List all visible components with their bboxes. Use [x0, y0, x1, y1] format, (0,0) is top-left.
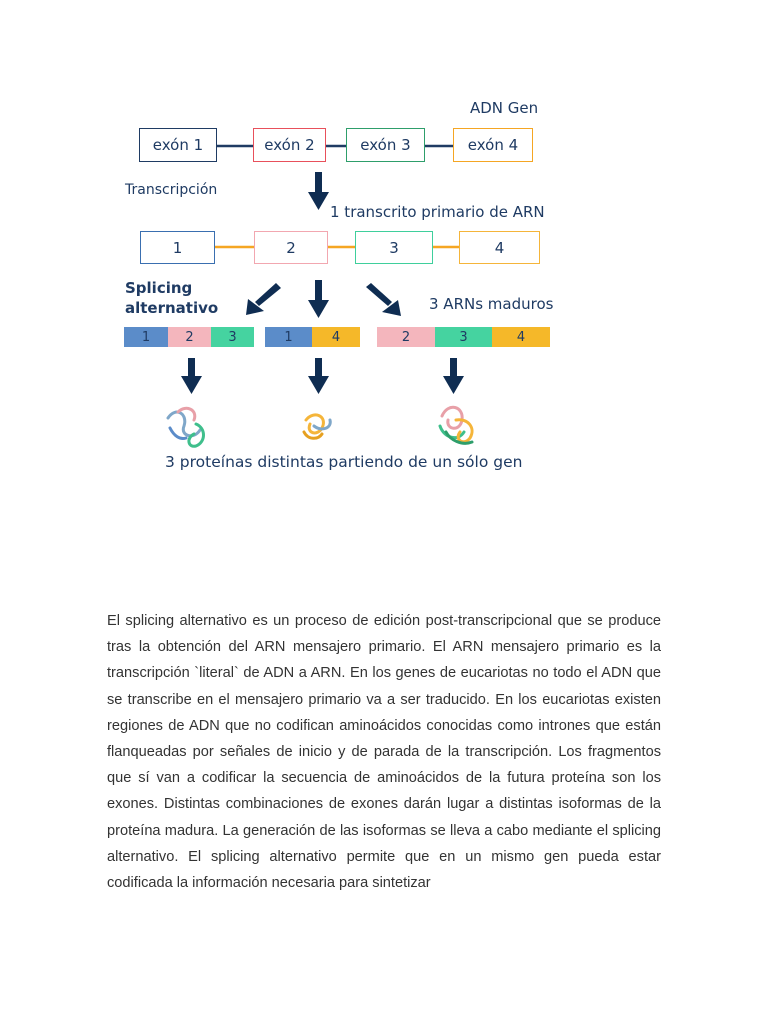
body-paragraph: El splicing alternativo es un proceso de edición post-transcripcional que se produce tras la obtención del ARN mensajero primario. El ARN mensajero primario es la transcripción `literal` de ADN a ARN. En los genes de eucariotas no todo el ADN que se transcribe en el mensajero primario va a ser traducido. En los eucariotas existen regiones de ADN que no codifican aminoácidos conocidas como intrones que están flanqueadas por señales de inicio y de parada de la transcripción. Los fragmentos que sí van a codificar la secuencia de aminoácidos de la futura proteína son los exones. Distintas combinaciones de exones darán lugar a distintas isoformas de la proteína madura. La generación de las isoformas se lleva a cabo mediante el splicing alternativo. El splicing alternativo permite que en un mismo gen pueda estar codificada la información necesaria para sintetizar	[107, 613, 661, 892]
arrow-down-icon	[308, 172, 329, 210]
exon-2-box	[253, 128, 326, 162]
arrow-down-icon	[308, 358, 329, 394]
mature-rna-1-segment	[211, 327, 254, 347]
segment-label: 2	[286, 238, 296, 257]
primary-transcript-label: 1 transcrito primario de ARN	[330, 203, 545, 221]
protein-isoform-2-icon	[304, 415, 330, 438]
primary-segment-2	[254, 231, 328, 264]
protein-isoform-3-icon	[440, 407, 472, 443]
segment-label: 4	[331, 329, 341, 345]
primary-segment-4	[459, 231, 540, 264]
segment-label: 1	[141, 329, 151, 345]
primary-segment-3	[355, 231, 433, 264]
exon-3-box	[346, 128, 425, 162]
segment-label: 1	[172, 238, 183, 257]
proteins-caption: 3 proteínas distintas partiendo de un sólo gen	[165, 453, 523, 471]
mature-rna-1-segment	[168, 327, 211, 347]
segment-label: 2	[401, 329, 411, 345]
segment-label: 4	[494, 238, 505, 257]
arrow-down-icon	[308, 280, 329, 318]
mature-rna-3-segment	[435, 327, 492, 347]
mature-rna-3-segment	[377, 327, 435, 347]
exon-label: exón 2	[264, 136, 315, 154]
transcription-label: Transcripción	[125, 182, 218, 198]
arrow-down-right-icon	[366, 283, 401, 316]
arrow-down-left-icon	[246, 283, 281, 315]
mature-rna-label: 3 ARNs maduros	[429, 295, 554, 313]
mature-rna-2-segment	[265, 327, 312, 347]
segment-label: 3	[459, 329, 468, 345]
mature-rna-3-segment	[492, 327, 550, 347]
segment-label: 3	[389, 238, 399, 257]
segment-label: 4	[516, 329, 526, 345]
mature-rna-1-segment	[124, 327, 168, 347]
protein-isoform-1-icon	[168, 408, 204, 446]
segment-label: 3	[228, 329, 237, 345]
segment-label: 2	[185, 329, 194, 345]
segment-label: 1	[284, 329, 293, 345]
splicing-label: Splicing	[125, 279, 193, 297]
exon-label: exón 4	[467, 136, 519, 154]
primary-segment-1	[140, 231, 215, 264]
splicing-label-line2: alternativo	[125, 299, 219, 317]
mature-rna-2-segment	[312, 327, 360, 347]
exon-label: exón 3	[360, 136, 411, 154]
exon-label: exón 1	[152, 136, 204, 154]
arrow-down-icon	[181, 358, 202, 394]
gene-label: ADN Gen	[470, 99, 539, 117]
exon-4-box	[453, 128, 533, 162]
exon-1-box	[139, 128, 217, 162]
arrow-down-icon	[443, 358, 464, 394]
